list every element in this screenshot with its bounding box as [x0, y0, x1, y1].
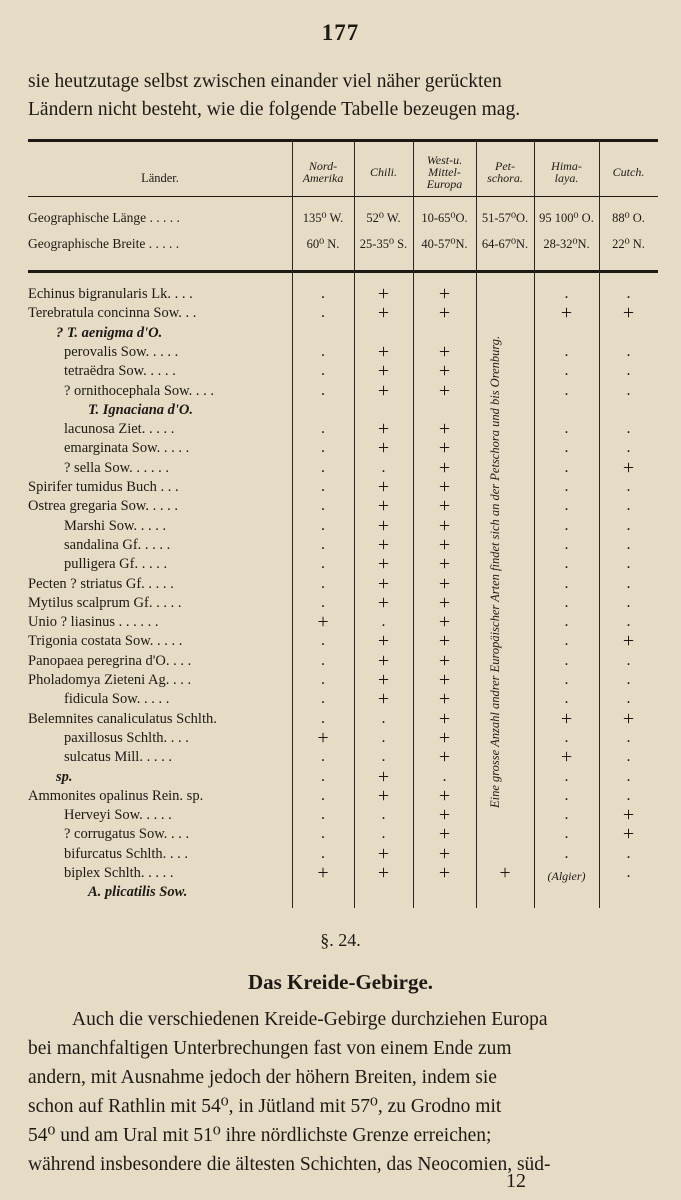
species-name: Ostrea gregaria Sow. . . . . — [28, 498, 179, 515]
geo-row-value: 51-57⁰O. — [481, 211, 529, 225]
absence-mark: . — [564, 632, 569, 650]
geo-row-value: 60⁰ N. — [306, 237, 340, 251]
species-name: Terebratula concinna Sow. . . — [28, 305, 197, 322]
vertical-note: Eine grosse Anzahl andrer Europäischer Arten findet sich an der Petschora und bis Orenburg. — [488, 335, 502, 809]
presence-mark: + — [438, 302, 451, 325]
section-number: §. 24. — [320, 930, 361, 950]
absence-mark: . — [564, 825, 569, 843]
absence-mark: . — [381, 825, 386, 843]
absence-mark: . — [564, 362, 569, 380]
species-name: Herveyi Sow. . . . . — [64, 807, 172, 824]
absence-mark: . — [321, 362, 325, 380]
absence-mark: . — [564, 574, 569, 592]
presence-mark: + — [438, 804, 451, 827]
absence-mark: . — [626, 613, 631, 631]
presence-mark: + — [438, 688, 451, 711]
absence-mark: . — [626, 516, 631, 534]
column-header — [354, 166, 413, 178]
absence-mark: . — [321, 574, 325, 592]
body-line — [28, 1121, 658, 1150]
presence-mark: + — [438, 514, 451, 537]
presence-mark: + — [377, 842, 390, 865]
column-header — [292, 160, 354, 184]
absence-mark: . — [321, 439, 325, 457]
absence-mark: . — [626, 497, 631, 515]
absence-mark: . — [381, 728, 386, 746]
body-line — [28, 1063, 658, 1092]
absence-mark: . — [564, 420, 569, 438]
presence-mark: + — [438, 862, 451, 884]
absence-mark: . — [626, 748, 631, 766]
absence-mark: . — [564, 516, 569, 534]
presence-mark: + — [438, 360, 451, 383]
presence-mark: + — [438, 746, 451, 769]
presence-mark: + — [622, 302, 635, 325]
absence-mark: . — [321, 806, 325, 824]
presence-mark: + — [622, 707, 635, 730]
absence-mark: . — [564, 458, 569, 476]
presence-mark: + — [377, 630, 390, 653]
presence-mark: + — [438, 649, 451, 672]
species-name: sulcatus Mill. . . . . — [64, 749, 172, 766]
presence-mark: + — [622, 630, 635, 653]
species-name: pulligera Gf. . . . . — [64, 556, 168, 573]
presence-mark: + — [438, 379, 451, 402]
absence-mark: . — [321, 690, 325, 708]
species-name: Mytilus scalprum Gf. . . . . — [28, 594, 182, 611]
absence-mark: . — [626, 420, 631, 438]
presence-mark: + — [317, 611, 329, 634]
presence-mark: + — [499, 862, 511, 884]
presence-mark: + — [438, 495, 451, 518]
absence-mark: . — [626, 478, 631, 495]
presence-mark: + — [317, 862, 329, 884]
absence-mark: . — [321, 535, 325, 553]
presence-mark: + — [377, 572, 390, 595]
species-name: perovalis Sow. . . . . — [64, 343, 179, 360]
species-name: bifurcatus Schlth. . . . — [64, 845, 189, 862]
geo-row-value: 88⁰ O. — [612, 211, 645, 225]
presence-mark: + — [438, 707, 451, 730]
absence-mark: . — [564, 613, 569, 631]
page-number: 177 — [321, 20, 360, 45]
geo-row-value: 40-57⁰N. — [421, 237, 468, 251]
presence-mark: + — [377, 649, 390, 672]
absence-mark: . — [321, 381, 325, 399]
species-name: ? corrugatus Sow. . . . — [64, 826, 190, 843]
column-header-line: Amerika — [302, 171, 344, 185]
absence-mark: . — [321, 786, 325, 804]
geo-row-value: 135⁰ W. — [302, 211, 344, 225]
species-name: Belemnites canaliculatus Schlth. — [28, 710, 217, 727]
presence-mark: + — [377, 360, 390, 383]
column-header — [599, 166, 658, 178]
absence-mark: . — [321, 632, 325, 650]
species-name: sandalina Gf. . . . . — [64, 536, 171, 553]
column-header — [534, 160, 599, 184]
species-name: Pholadomya Zieteni Ag. . . . — [28, 672, 192, 688]
absence-mark: . — [381, 613, 386, 631]
presence-mark: + — [438, 476, 451, 498]
absence-mark: . — [626, 728, 631, 746]
presence-mark: + — [377, 283, 390, 305]
geo-bottom-rule — [28, 270, 658, 273]
header-laender: Länder. — [141, 171, 179, 185]
presence-mark: + — [438, 784, 451, 807]
presence-mark: + — [560, 707, 573, 730]
column-header-line: Europa — [426, 177, 463, 191]
presence-mark: + — [377, 340, 390, 363]
absence-mark: . — [564, 478, 569, 495]
column-header — [413, 154, 476, 190]
species-name: sp. — [56, 768, 73, 785]
locality-note: (Algier) — [547, 869, 586, 883]
presence-mark: + — [438, 611, 451, 634]
absence-mark: . — [626, 593, 631, 611]
geo-row-value: 95 100⁰ O. — [539, 211, 594, 225]
column-header-line: schora. — [487, 171, 523, 185]
absence-mark: . — [381, 709, 386, 727]
absence-mark: . — [564, 381, 569, 399]
absence-mark: . — [321, 593, 325, 611]
absence-mark: . — [564, 806, 569, 824]
species-name: Unio ? liasinus . . . . . . — [28, 614, 159, 631]
intro-line-1 — [28, 68, 660, 96]
absence-mark: . — [564, 728, 569, 746]
absence-mark: . — [321, 767, 325, 785]
column-header-line: Cutch. — [612, 165, 645, 179]
absence-mark: . — [626, 786, 631, 804]
species-name: fidicula Sow. . . . . — [64, 691, 170, 708]
absence-mark: . — [564, 555, 569, 573]
species-name: Spirifer tumidus Buch . . . — [28, 479, 179, 495]
absence-mark: . — [321, 342, 325, 360]
presence-mark: + — [377, 688, 390, 711]
absence-mark: . — [626, 864, 631, 881]
absence-mark: . — [626, 535, 631, 553]
absence-mark: . — [321, 497, 325, 515]
absence-mark: . — [626, 381, 631, 399]
absence-mark: . — [381, 748, 386, 766]
column-header-line: Chili. — [369, 165, 397, 179]
presence-mark: + — [377, 591, 390, 614]
species-name: Trigonia costata Sow. . . . . — [28, 633, 183, 650]
presence-mark: + — [377, 495, 390, 518]
absence-mark: . — [626, 574, 631, 592]
absence-mark: . — [626, 767, 631, 785]
presence-mark: + — [438, 669, 451, 691]
species-name: emarginata Sow. . . . . — [64, 440, 190, 457]
presence-mark: + — [377, 418, 390, 441]
geo-row-value: 25-35⁰ S. — [359, 237, 408, 251]
absence-mark: . — [564, 497, 569, 515]
absence-mark: . — [626, 690, 631, 708]
absence-mark: . — [321, 651, 325, 669]
absence-mark: . — [321, 709, 325, 727]
absence-mark: . — [564, 767, 569, 785]
species-name: Marshi Sow. . . . . — [64, 517, 167, 534]
presence-mark: + — [377, 553, 390, 576]
presence-mark: + — [438, 823, 451, 846]
presence-mark: + — [438, 591, 451, 614]
absence-mark: . — [321, 671, 325, 688]
section-title: Das Kreide-Gebirge. — [247, 970, 434, 994]
intro-line-2: Ländern nicht besteht, wie die folgende Tabelle bezeugen mag. — [28, 99, 521, 120]
column-header — [476, 160, 534, 184]
signature-mark: 12 — [506, 1170, 526, 1192]
absence-mark: . — [564, 285, 569, 302]
presence-mark: + — [377, 476, 390, 498]
absence-mark: . — [564, 342, 569, 360]
presence-mark: + — [560, 302, 573, 325]
presence-mark: + — [438, 418, 451, 441]
absence-mark: . — [626, 844, 631, 862]
column-header-line: Hima- — [551, 159, 582, 173]
species-name: lacunosa Ziet. . . . . — [64, 421, 175, 438]
absence-mark: . — [564, 651, 569, 669]
body-line-text: Auch die verschiedenen Kreide-Gebirge durchziehen Europa — [72, 1009, 548, 1030]
column-header-line: Mittel- — [428, 165, 461, 179]
absence-mark: . — [626, 439, 631, 457]
presence-mark: + — [377, 514, 390, 537]
species-name: ? ornithocephala Sow. . . . — [64, 382, 215, 399]
geo-row-value: 64-67⁰N. — [481, 237, 529, 251]
species-name: paxillosus Schlth. . . . — [64, 729, 189, 746]
presence-mark: + — [438, 842, 451, 865]
species-name: biplex Schlth. . . . . — [64, 865, 174, 881]
body-line-text: 54⁰ und am Ural mit 51⁰ ihre nördlichste Grenze erreichen; — [28, 1125, 492, 1146]
presence-mark: + — [377, 302, 390, 325]
body-line — [28, 1005, 658, 1034]
absence-mark: . — [626, 555, 631, 573]
body-line-text: andern, mit Ausnahme jedoch der höhern Breiten, indem sie — [28, 1067, 497, 1088]
table-top-rule — [28, 139, 658, 142]
absence-mark: . — [564, 786, 569, 804]
absence-mark: . — [626, 651, 631, 669]
presence-mark: + — [438, 630, 451, 653]
column-header-line: Nord- — [308, 159, 338, 173]
col-divider — [476, 140, 477, 908]
absence-mark: . — [626, 671, 631, 688]
species-name: ? T. aenigma d'O. — [56, 324, 163, 341]
absence-mark: . — [442, 767, 447, 785]
presence-mark: + — [622, 823, 635, 846]
presence-mark: + — [438, 533, 451, 556]
absence-mark: . — [321, 420, 325, 438]
body-line-text: während insbesondere die ältesten Schichten, das Neocomien, süd- — [28, 1154, 551, 1175]
presence-mark: + — [622, 456, 635, 479]
absence-mark: . — [321, 285, 325, 302]
species-name: Panopaea peregrina d'O. . . . — [28, 652, 192, 669]
absence-mark: . — [564, 593, 569, 611]
absence-mark: . — [321, 825, 325, 843]
body-paragraph — [28, 1005, 658, 1179]
presence-mark: + — [622, 804, 635, 827]
body-line — [28, 1034, 658, 1063]
species-name: Echinus bigranularis Lk. . . . — [28, 286, 193, 302]
geo-row-value: 10-65⁰O. — [421, 211, 468, 225]
absence-mark: . — [321, 748, 325, 766]
body-line — [28, 1092, 658, 1121]
absence-mark: . — [626, 342, 631, 360]
presence-mark: + — [438, 553, 451, 576]
species-name: T. Ignaciana d'O. — [88, 401, 194, 418]
presence-mark: + — [377, 533, 390, 556]
presence-mark: + — [377, 379, 390, 402]
header-rule — [28, 196, 658, 197]
presence-mark: + — [377, 862, 390, 884]
body-line-text: bei manchfaltigen Unterbrechungen fast von einem Ende zum — [28, 1038, 512, 1059]
absence-mark: . — [564, 690, 569, 708]
presence-mark: + — [438, 456, 451, 479]
presence-mark: + — [438, 340, 451, 363]
column-header-line: West-u. — [426, 153, 463, 167]
column-header-line: Pet- — [495, 159, 515, 173]
geo-row-label: Geographische Breite . . . . . — [28, 236, 180, 251]
absence-mark: . — [564, 671, 569, 688]
body-line — [28, 1150, 658, 1179]
species-name: A. plicatilis Sow. — [88, 884, 188, 901]
geo-row-value: 22⁰ N. — [612, 237, 645, 251]
absence-mark: . — [564, 535, 569, 553]
absence-mark: . — [321, 458, 325, 476]
absence-mark: . — [381, 806, 386, 824]
column-header-line: laya. — [554, 171, 579, 185]
absence-mark: . — [321, 844, 325, 862]
absence-mark: . — [321, 304, 325, 322]
intro-line-1-text: sie heutzutage selbst zwischen einander viel näher gerückten — [28, 71, 502, 92]
absence-mark: . — [564, 844, 569, 862]
geo-row-value: 28-32⁰N. — [543, 237, 590, 251]
geo-row-value: 52⁰ W. — [366, 211, 401, 225]
presence-mark: + — [317, 726, 329, 749]
body-line-text: schon auf Rathlin mit 54⁰, in Jütland mit 57⁰, zu Grodno mit — [28, 1096, 502, 1117]
absence-mark: . — [381, 458, 386, 476]
species-name: Ammonites opalinus Rein. sp. — [28, 787, 204, 804]
presence-mark: + — [377, 765, 390, 788]
presence-mark: + — [377, 784, 390, 807]
species-name: ? sella Sow. . . . . . — [64, 459, 169, 476]
presence-mark: + — [438, 572, 451, 595]
presence-mark: + — [438, 437, 451, 460]
absence-mark: . — [321, 516, 325, 534]
intro-paragraph — [28, 68, 660, 124]
presence-mark: + — [438, 283, 451, 305]
species-name: tetraëdra Sow. . . . . — [64, 363, 176, 380]
absence-mark: . — [626, 285, 631, 302]
presence-mark: + — [377, 669, 390, 691]
geo-row-label: Geographische Länge . . . . . — [28, 210, 180, 225]
absence-mark: . — [564, 439, 569, 457]
presence-mark: + — [560, 746, 573, 769]
species-name: Pecten ? striatus Gf. . . . . — [28, 575, 174, 592]
presence-mark: + — [377, 437, 390, 460]
absence-mark: . — [321, 555, 325, 573]
presence-mark: + — [438, 726, 451, 749]
absence-mark: . — [321, 478, 325, 495]
absence-mark: . — [626, 362, 631, 380]
